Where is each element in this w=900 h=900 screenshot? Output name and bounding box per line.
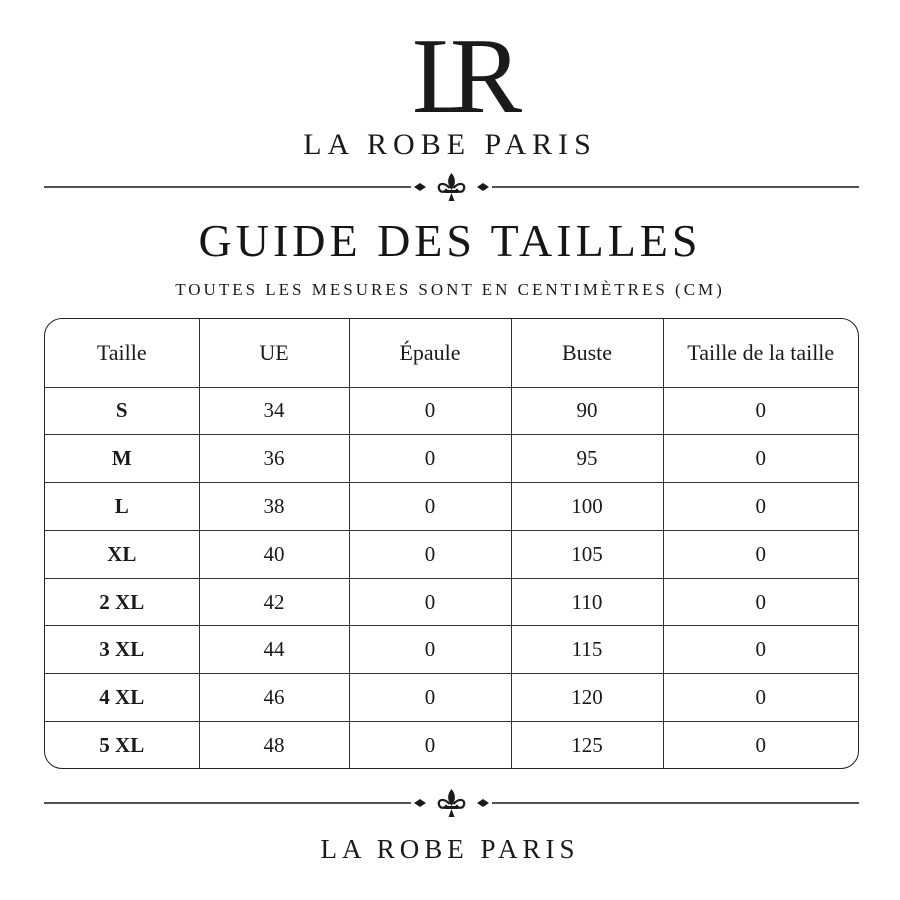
size-table-container [44,318,859,769]
cell-size: 5 XL [45,722,199,769]
cell-waist: 0 [663,674,858,722]
fleur-de-lis-icon [439,789,464,817]
cell-bust: 125 [511,722,663,769]
brand-name: LA ROBE PARIS [303,128,597,161]
cell-size: XL [45,530,199,578]
table-row [45,483,858,531]
cell-eu: 42 [199,578,349,626]
top-divider [44,172,859,202]
cell-waist: 0 [663,530,858,578]
header-size: Taille [45,319,199,387]
cell-shoulder: 0 [349,578,511,626]
cell-shoulder: 0 [349,674,511,722]
page-subtitle: TOUTES LES MESURES SONT EN CENTIMÈTRES (CM) [175,280,725,299]
size-table [45,319,858,769]
footer-brand-name: LA ROBE PARIS [320,834,580,864]
cell-waist: 0 [663,578,858,626]
cell-shoulder: 0 [349,387,511,435]
cell-eu: 36 [199,435,349,483]
header-waist: Taille de la taille [663,319,858,387]
table-row [45,578,858,626]
cell-bust: 120 [511,674,663,722]
cell-shoulder: 0 [349,626,511,674]
cell-waist: 0 [663,626,858,674]
cell-bust: 105 [511,530,663,578]
bottom-divider [44,788,859,818]
cell-eu: 40 [199,530,349,578]
cell-bust: 95 [511,435,663,483]
cell-size: M [45,435,199,483]
fleur-de-lis-icon [439,173,464,201]
cell-size: S [45,387,199,435]
header-shoulder: Épaule [349,319,511,387]
cell-shoulder: 0 [349,722,511,769]
cell-bust: 100 [511,483,663,531]
table-row [45,722,858,769]
cell-bust: 110 [511,578,663,626]
cell-waist: 0 [755,733,766,758]
cell-waist: 0 [663,435,858,483]
cell-size: 2 XL [45,578,199,626]
cell-eu: 44 [199,626,349,674]
cell-bust: 90 [511,387,663,435]
table-row [45,626,858,674]
monogram-text: LR [411,17,495,116]
table-header-row [45,319,858,387]
cell-waist: 0 [663,483,858,531]
cell-waist: 0 [663,387,858,435]
table-row [45,435,858,483]
cell-size: L [45,483,199,531]
page-title: GUIDE DES TAILLES [198,215,702,266]
cell-eu: 34 [199,387,349,435]
table-row [45,674,858,722]
cell-shoulder: 0 [349,435,511,483]
table-row [45,530,858,578]
cell-eu: 46 [199,674,349,722]
table-row [45,387,858,435]
cell-bust: 115 [511,626,663,674]
cell-shoulder: 0 [349,483,511,531]
header-eu: UE [199,319,349,387]
cell-size: 4 XL [45,674,199,722]
cell-eu: 38 [199,483,349,531]
cell-size: 3 XL [45,626,199,674]
cell-eu: 48 [199,722,349,769]
header-bust: Buste [511,319,663,387]
monogram-logo [0,6,900,116]
cell-shoulder: 0 [349,530,511,578]
